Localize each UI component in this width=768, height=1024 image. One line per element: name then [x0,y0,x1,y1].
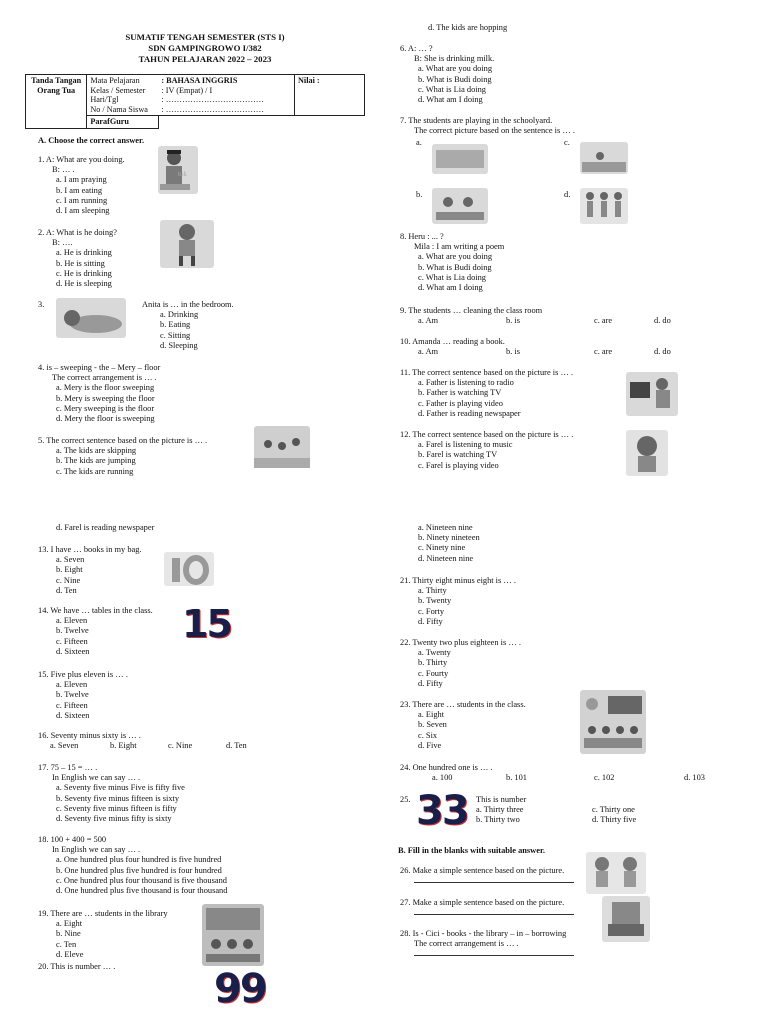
question-18-stem: 18. 100 + 400 = 500 [38,835,107,844]
question-21-stem: 21. Thirty eight minus eight is … . [400,576,516,585]
class-label: Kelas / Semester [90,85,146,95]
option[interactable]: c. Nine [56,575,81,585]
question-20-options [400,523,730,564]
option[interactable]: b. Twelve [56,690,89,700]
option[interactable]: d. Nineteen nine [418,553,474,563]
option[interactable]: d. 103 [684,773,705,783]
option[interactable]: a. The kids are skipping [56,446,137,456]
school-name: SDN GAMPINGROWO I/382 [148,43,262,53]
option[interactable]: a. Eleven [56,616,88,626]
question-25-options-row2 [476,815,636,825]
option[interactable]: b. One hundred plus five hundred is four hundred [56,865,222,875]
question-11 [400,368,730,419]
section-b-title: B. Fill in the blanks with suitable answer. [398,846,545,855]
option[interactable]: a. Am [418,316,439,326]
option[interactable]: c. Fifteen [56,636,88,646]
option[interactable]: d. Father is reading newspaper [418,408,521,418]
question-6 [400,44,730,105]
option[interactable]: d. What am I doing [418,283,483,293]
option[interactable]: d. do [654,347,671,357]
option[interactable]: b. Eight [110,741,137,751]
option[interactable]: d. Five [418,740,442,750]
sleeping-girl-image [56,298,126,338]
option[interactable]: a. Nineteen nine [418,523,473,532]
option[interactable]: a. Mery is the floor sweeping [56,383,155,393]
option[interactable]: d. Sixteen [56,646,90,656]
day-field[interactable]: : ……………………………… [161,95,264,104]
option[interactable]: b. Eight [56,565,83,575]
option[interactable]: c. [564,138,570,147]
option[interactable]: b. 101 [506,773,527,783]
question-28-stem: 28. Is - Cici - books - the library – in – borrowing [400,929,567,938]
option[interactable]: b. is [506,347,520,357]
option[interactable]: a. He is drinking [56,248,112,258]
option[interactable]: c. Seventy five minus fifteen is fifty [56,803,177,813]
watermark-text: tuk [178,170,187,178]
option[interactable]: c. Forty [418,606,445,616]
question-6-stem: 6. A: … ? [400,44,433,53]
option[interactable]: b. Nine [56,929,81,939]
question-8 [400,232,730,293]
option[interactable]: b. What is Budi doing [418,262,492,272]
option[interactable]: b. [416,190,423,199]
question-25-stem: This is number [476,795,527,804]
option[interactable]: d. Seventy five minus fifty is sixty [56,814,172,824]
option[interactable]: d. [564,190,571,199]
question-27 [400,898,730,915]
option[interactable]: a. Drinking [160,310,199,320]
option[interactable]: d. Ten [56,585,77,595]
option[interactable]: c. Fifteen [56,700,88,710]
question-10-stem: 10. Amanda … reading a book. [400,337,505,346]
question-4-sub: The correct arrangement is … . [52,373,157,383]
option[interactable]: d. Ten [226,741,247,751]
question-14-stem: 14. We have … tables in the class. [38,606,153,615]
kids-picture-image [586,852,646,894]
option[interactable]: d. Thirty five [592,815,637,824]
question-26 [400,866,730,883]
teacher-paraf-cell: ParafGuru [87,116,159,129]
question-15-stem: 15. Five plus eleven is … . [38,670,128,679]
option[interactable]: d. The kids are hopping [428,23,508,32]
option[interactable]: a. What are you doing [418,252,493,262]
question-26-stem: 26. Make a simple sentence based on the picture. [400,866,565,875]
question-20-stem: 20. This is number … . [38,962,116,971]
option[interactable]: c. Fourty [418,668,449,678]
exam-title: SUMATIF TENGAH SEMESTER (STS I) [125,32,285,42]
option[interactable]: c. Mery sweeping is the floor [56,403,155,413]
question-25-number: 25. [400,795,411,804]
option[interactable]: d. Sixteen [56,710,90,720]
option[interactable]: a. What are you doing [418,64,493,74]
question-3-stem: Anita is … in the bedroom. [142,300,234,309]
day-label: Hari/Tgl [90,95,119,104]
question-21 [400,576,730,627]
question-1-sub: B: … . [52,165,75,175]
option[interactable]: d. Mery the floor is sweeping [56,414,155,424]
subject-label: Mata Pelajaran [90,76,140,85]
question-12 [400,430,730,471]
question-19-stem: 19. There are … students in the library [38,909,168,918]
question-28-sub: The correct arrangement is … . [414,939,519,949]
option[interactable]: c. He is drinking [56,268,112,278]
question-7 [400,116,730,136]
kids-running-image [254,426,310,468]
picture-option-a[interactable] [432,144,488,174]
question-11-stem: 11. The correct sentence based on the picture is … . [400,368,574,377]
question-17-stem: 17. 75 – 15 = … . [38,763,98,772]
number-fifteen-image: 15 [182,602,231,646]
question-8-sub: Mila : I am writing a poem [414,242,505,252]
option[interactable]: c. Thirty one [592,805,635,814]
answer-line[interactable] [414,949,574,956]
option[interactable]: d. Fifty [418,616,443,626]
option[interactable]: a. Eight [56,919,83,929]
question-6-sub: B: She is drinking milk. [414,54,495,64]
option[interactable]: c. Farel is playing video [418,460,499,470]
option[interactable]: c. I am running [56,195,108,205]
option[interactable]: b. Seventy five minus fifteen is sixty [56,793,180,803]
question-24 [400,763,740,783]
question-23 [400,700,730,751]
answer-line[interactable] [414,908,574,915]
option[interactable]: c. Ninety nine [418,543,466,553]
picture-option-d[interactable] [580,188,628,224]
option[interactable]: d. One hundred plus five thousand is four thousand [56,886,228,896]
sitting-boy-image [160,220,214,268]
question-12-stem: 12. The correct sentence based on the picture is … . [400,430,574,439]
question-5 [38,436,368,477]
option[interactable]: a. Thirty [418,586,447,596]
father-tv-image [626,372,678,416]
option[interactable]: d. Farel is reading newspaper [56,523,155,532]
question-28 [400,929,730,956]
question-18 [38,835,368,896]
option[interactable]: c. 102 [594,773,615,783]
option[interactable]: b. Farel is watching TV [418,450,498,460]
option[interactable]: a. Seventy five minus Five is fifty five [56,783,185,793]
option[interactable]: c. One hundred plus four thousand is five thousand [56,875,227,885]
option[interactable]: b. The kids are jumping [56,456,136,466]
question-20 [38,962,368,972]
option[interactable]: b. Mery is sweeping the floor [56,393,155,403]
question-16-stem: 16. Seventy minus sixty is … . [38,731,141,740]
question-10 [400,337,740,357]
picture-option-c[interactable] [580,142,628,174]
question-3-number: 3. [38,300,45,309]
option[interactable]: a. Farel is listening to music [418,440,513,450]
option[interactable]: b. He is sitting [56,258,105,268]
option[interactable]: c. Father is playing video [418,398,503,408]
option[interactable]: d. do [654,316,671,326]
number-ninety-nine-image: 99 [214,966,266,1012]
option[interactable]: c. are [594,347,613,357]
option[interactable]: d. I am sleeping [56,206,110,216]
option[interactable]: d. He is sleeping [56,279,112,289]
question-24-stem: 24. One hundred one is … . [400,763,493,772]
option[interactable]: a. Am [418,347,439,357]
question-5-option-d [416,23,746,33]
option[interactable]: a. Seven [56,555,85,565]
option[interactable]: a. 100 [432,773,453,783]
student-name-label: No / Nama Siswa [90,104,148,114]
question-9-stem: 9. The students … cleaning the class room [400,306,543,315]
option[interactable]: a. Twenty [418,648,451,658]
option[interactable]: c. What is Lia doing [418,272,486,282]
question-25-options-row1 [476,805,635,815]
option[interactable]: a. Eleven [56,680,88,690]
question-22 [400,638,730,689]
option[interactable]: b. Thirty two [476,815,520,824]
picture-option-b[interactable] [432,188,488,224]
option[interactable]: c. are [594,316,613,326]
option[interactable]: b. What is Budi doing [418,74,492,84]
option[interactable]: c. Six [418,730,438,740]
question-23-stem: 23. There are … students in the class. [400,700,526,709]
question-4 [38,363,368,424]
question-1 [38,155,368,216]
option[interactable]: c. Nine [168,741,193,751]
question-17 [38,763,368,824]
number-ten-image [164,552,214,586]
option[interactable]: b. Father is watching TV [418,388,502,398]
option[interactable]: d. Fifty [418,678,443,688]
question-18-sub: In English we can say … . [52,845,141,855]
number-thirty-three-image: 33 [416,788,468,834]
class-value: : IV (Empat) / I [161,85,213,95]
section-a-title: A. Choose the correct answer. [38,136,145,145]
option[interactable]: b. I am eating [56,185,103,195]
question-13-stem: 13. I have … books in my bag. [38,545,142,554]
question-22-stem: 22. Twenty two plus eighteen is … . [400,638,521,647]
library-students-image [202,904,264,966]
option[interactable]: a. Seven [50,741,79,751]
option[interactable]: a. Eight [418,710,445,720]
option[interactable]: b. Thirty [418,658,448,668]
question-2-sub: B: …. [52,238,73,248]
academic-year: TAHUN PELAJARAN 2022 – 2023 [138,54,272,64]
option[interactable]: c. What is Lia doing [418,84,486,94]
question-2-stem: 2. A: What is he doing? [38,228,117,237]
option[interactable]: a. Thirty three [476,805,524,814]
option[interactable]: b. Seven [418,720,447,730]
question-9 [400,306,740,326]
question-7-stem: 7. The students are playing in the schoolyard. [400,116,553,125]
option[interactable]: a. One hundred plus four hundred is five hundred [56,855,222,865]
question-16 [38,731,338,751]
classroom-students-image [580,690,646,754]
parent-signature-cell: Tanda Tangan Orang Tua [26,75,87,129]
option[interactable]: b. Twenty [418,596,452,606]
option[interactable]: c. The kids are running [56,466,134,476]
student-name-field[interactable]: : ……………………………… [161,104,264,114]
question-4-stem: 4. is – sweeping - the – Mery – floor [38,363,161,372]
question-8-stem: 8. Heru : ... ? [400,232,444,241]
subject-value: : BAHASA INGGRIS [161,76,238,85]
question-15 [38,670,368,721]
option[interactable]: d. What am I doing [418,95,483,105]
option[interactable]: b. is [506,316,520,326]
option[interactable]: b. Ninety nineteen [418,533,480,543]
option[interactable]: d. Sleeping [160,340,198,350]
option[interactable]: a. Father is listening to radio [418,378,514,388]
option[interactable]: b. Twelve [56,626,89,636]
student-info-table [25,74,365,129]
score-cell: Nilai : [295,75,365,116]
question-7-sub: The correct picture based on the sentence is … . [414,126,575,136]
farel-music-image [626,430,668,476]
question-17-sub: In English we can say … . [52,773,141,783]
option[interactable]: d. Eleve [56,949,84,959]
option[interactable]: a. [416,138,422,147]
question-1-stem: 1. A: What are you doing. [38,155,125,164]
option[interactable]: c. Sitting [160,330,191,340]
answer-line[interactable] [414,876,574,883]
option[interactable]: c. Ten [56,939,77,949]
question-27-stem: 27. Make a simple sentence based on the picture. [400,898,565,907]
option[interactable]: a. I am praying [56,175,107,185]
option[interactable]: b. Eating [160,320,191,330]
question-5-stem: 5. The correct sentence based on the picture is … . [38,436,208,445]
